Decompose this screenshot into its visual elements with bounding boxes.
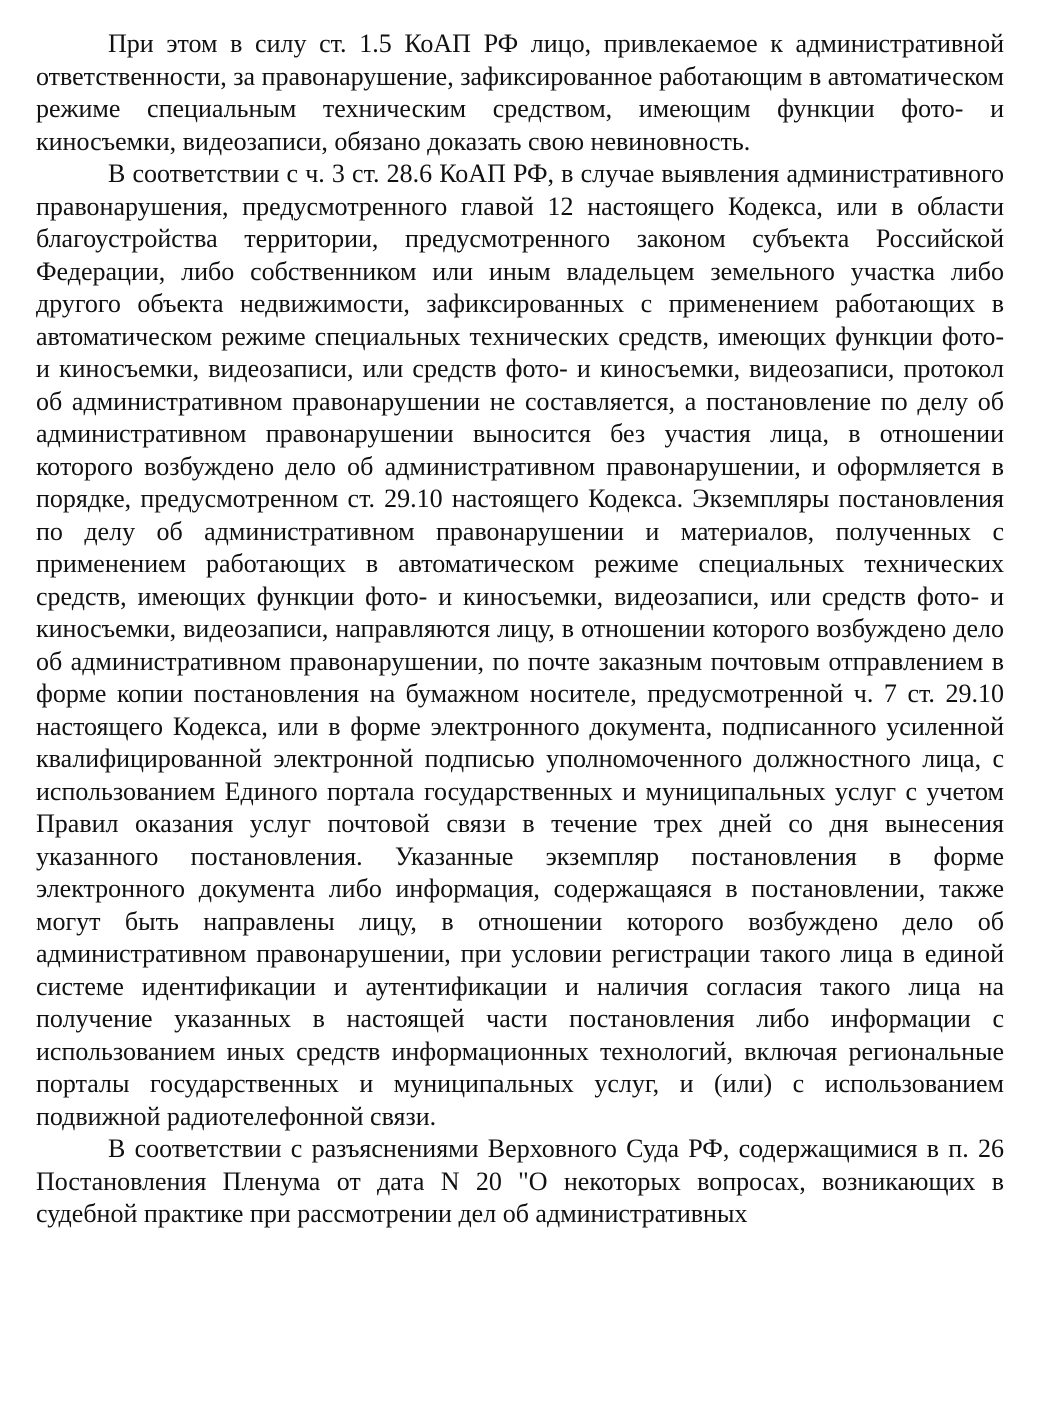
paragraph-presumption: При этом в силу ст. 1.5 КоАП РФ лицо, привлекаемое к административной ответственности, за правонарушение, зафиксированное работающим в автоматическом режиме специальным техническим средством, имеющим функции фото- и киносъемки, видеозаписи, обязано доказать свою невиновность. [36,29,1004,156]
paragraph-article-28-6: В соответствии с ч. 3 ст. 28.6 КоАП РФ, в случае выявления административного правонарушения, предусмотренного главой 12 настоящего Кодекса, или в области благоустройства территории, предусмотренного законом субъекта Российской Федерации, либо собственником или иным владельцем земельного участка либо другого объекта недвижимости, зафиксированных с применением работающих в автоматическом режиме специальных технических средств, имеющих функции фото- и киносъемки, видеозаписи, или средств фото- и киносъемки, видеозаписи, протокол об административном правонарушении не составляется, а постановление по делу об административном правонарушении выносится без участия лица, в отношении которого возбуждено дело об административном правонарушении, и оформляется в порядке, предусмотренном ст. 29.10 настоящего Кодекса. Экземпляры постановления по делу об административном правонарушении и материалов, полученных с применением работающих в автоматическом режиме специальных технических средств, имеющих функции фото- и киносъемки, видеозаписи, или средств фото- и киносъемки, видеозаписи, направляются лицу, в отношении которого возбуждено дело об административном правонарушении, по почте заказным почтовым отправлением в форме копии постановления на бумажном носителе, предусмотренной ч. 7 ст. 29.10 настоящего Кодекса, или в форме электронного документа, подписанного усиленной квалифицированной электронной подписью уполномоченного должностного лица, с использованием Единого портала государственных и муниципальных услуг с учетом Правил оказания услуг почтовой связи в течение трех дней со дня вынесения указанного постановления. Указанные экземпляр постановления в форме электронного документа либо информация, содержащаяся в постановлении, также могут быть направлены лицу, в отношении которого возбуждено дело об административном правонарушении, при условии регистрации такого лица в единой системе идентификации и аутентификации и наличия согласия такого лица на получение указанных в настоящей части постановления либо информации с использованием иных средств информационных технологий, включая региональные порталы государственных и муниципальных услуг, и (или) с использованием подвижной радиотелефонной связи. [36,159,1004,1131]
document-page [36,28,1004,1231]
paragraph-supreme-court: В соответствии с разъяснениями Верховного Суда РФ, содержащимися в п. 26 Постановления Пленума от дата N 20 "О некоторых вопросах, возникающих в судебной практике при рассмотрении дел об административных [36,1134,1004,1228]
